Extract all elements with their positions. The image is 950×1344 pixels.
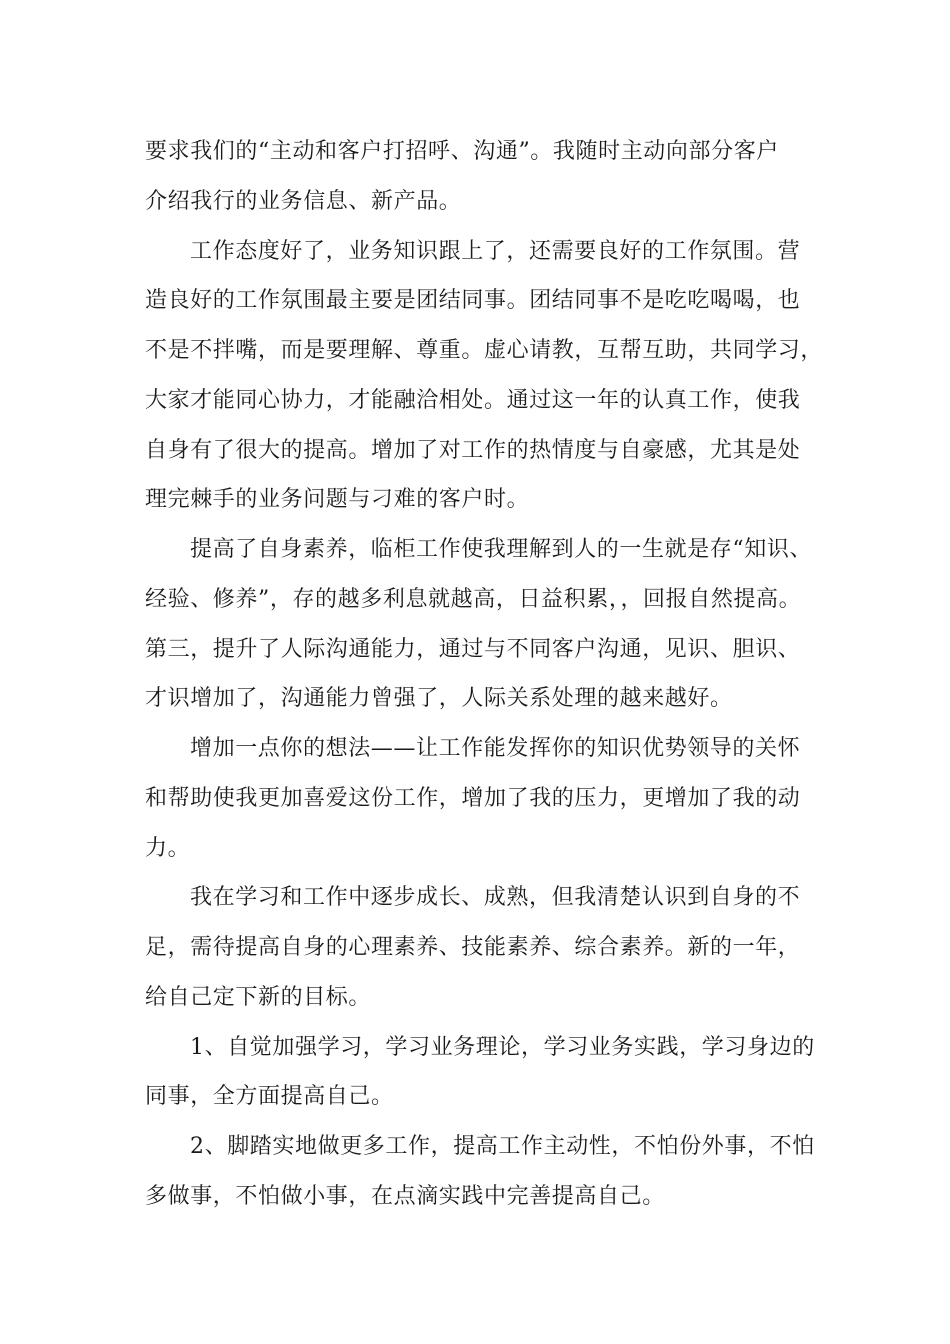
text-line: 给自己定下新的目标。	[145, 985, 372, 1010]
text-line: 造良好的工作氛围最主要是团结同事。团结同事不是吃吃喝喝，也	[145, 288, 801, 313]
text-line: 自身有了很大的提高。增加了对工作的热情度与自豪感，尤其是处	[145, 438, 801, 463]
text-line: 足，需待提高自身的心理素养、技能素养、综合素养。新的一年，	[145, 935, 801, 960]
text-line: 不是不拌嘴，而是要理解、尊重。虚心请教，互帮互助，共同学习，	[145, 338, 824, 363]
text-line: 同事，全方面提高自己。	[145, 1084, 394, 1109]
text-line: 1、自觉加强学习，学习业务理论，学习业务实践，学习身边的	[190, 1035, 815, 1060]
text-line: 提高了自身素养，临柜工作使我理解到人的一生就是存“知识、	[190, 537, 813, 562]
text-line: 才识增加了，沟通能力曾强了，人际关系处理的越来越好。	[145, 686, 733, 711]
text-line: 第三，提升了人际沟通能力，通过与不同客户沟通，见识、胆识、	[145, 637, 801, 662]
text-line: 理完棘手的业务问题与刁难的客户时。	[145, 487, 530, 512]
text-line: 经验、修养”，存的越多利息就越高，日益积累，，回报自然提高。	[145, 587, 802, 612]
text-line: 要求我们的“主动和客户打招呼、沟通”。我随时主动向部分客户	[145, 139, 779, 164]
text-line: 介绍我行的业务信息、新产品。	[145, 189, 462, 214]
text-line: 和帮助使我更加喜爱这份工作，增加了我的压力，更增加了我的动	[145, 786, 801, 811]
text-line: 2、脚踏实地做更多工作，提高工作主动性，不怕份外事，不怕	[190, 1134, 815, 1159]
text-line: 工作态度好了，业务知识跟上了，还需要良好的工作氛围。营	[190, 239, 801, 264]
text-line: 我在学习和工作中逐步成长、成熟，但我清楚认识到自身的不	[190, 885, 801, 910]
text-line: 大家才能同心协力，才能融洽相处。通过这一年的认真工作，使我	[145, 388, 801, 413]
text-line: 力。	[145, 836, 191, 861]
text-line: 多做事，不怕做小事，在点滴实践中完善提高自己。	[145, 1184, 665, 1209]
text-line: 增加一点你的想法——让工作能发挥你的知识优势领导的关怀	[190, 736, 801, 761]
